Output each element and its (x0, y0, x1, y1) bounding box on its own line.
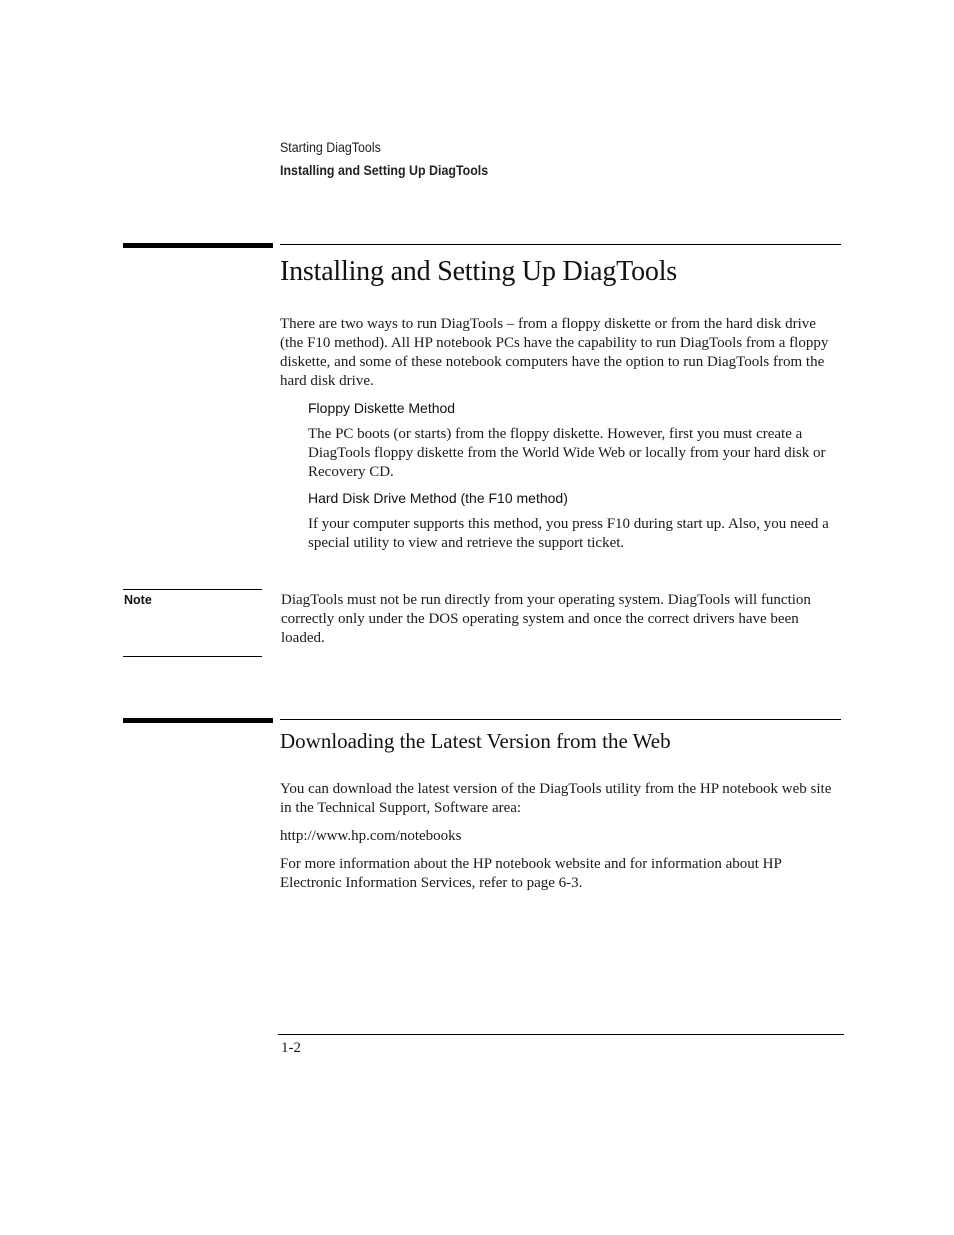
page-number: 1-2 (281, 1040, 301, 1056)
hp-notebooks-url[interactable]: http://www.hp.com/notebooks (280, 828, 462, 844)
more-info-paragraph: For more information about the HP notebook website and for information about HP Electronic Information Services, refer to page 6-3. (280, 856, 782, 891)
floppy-method-heading: Floppy Diskette Method (308, 400, 456, 416)
running-head-chapter: Starting DiagTools (280, 140, 381, 155)
download-paragraph: You can download the latest version of the DiagTools utility from the HP notebook web site in the Technical Support, Software area: (280, 781, 832, 816)
download-section-title: Downloading the Latest Version from the Web (280, 729, 671, 753)
floppy-method-paragraph: The PC boots (or starts) from the floppy diskette. However, first you must create a DiagTools floppy diskette from the World Wide Web or locally from your hard disk or Recovery CD. (308, 426, 826, 480)
note-label: Note (124, 593, 152, 607)
intro-paragraph: There are two ways to run DiagTools – from a floppy diskette or from the hard disk drive (the F10 method). All HP notebook PCs have the capability to run DiagTools from a floppy diskette, and some of these notebook computers have the option to run DiagTools from the hard disk drive. (280, 316, 829, 389)
hdd-method-paragraph: If your computer supports this method, you press F10 during start up. Also, you need a special utility to view and retrieve the support ticket. (308, 516, 829, 551)
note-text: DiagTools must not be run directly from your operating system. DiagTools will function correctly only under the DOS operating system and once the correct drivers have been loaded. (281, 592, 811, 646)
note-bottom-rule (123, 656, 262, 657)
section2-thin-rule (280, 719, 841, 720)
section-thick-rule (123, 243, 273, 248)
hdd-method-heading: Hard Disk Drive Method (the F10 method) (308, 490, 568, 506)
running-head-section: Installing and Setting Up DiagTools (280, 163, 489, 178)
note-top-rule (123, 589, 262, 590)
footer-rule (278, 1034, 844, 1035)
section-thin-rule (280, 244, 841, 245)
section-title: Installing and Setting Up DiagTools (280, 256, 678, 287)
section2-thick-rule (123, 718, 273, 723)
